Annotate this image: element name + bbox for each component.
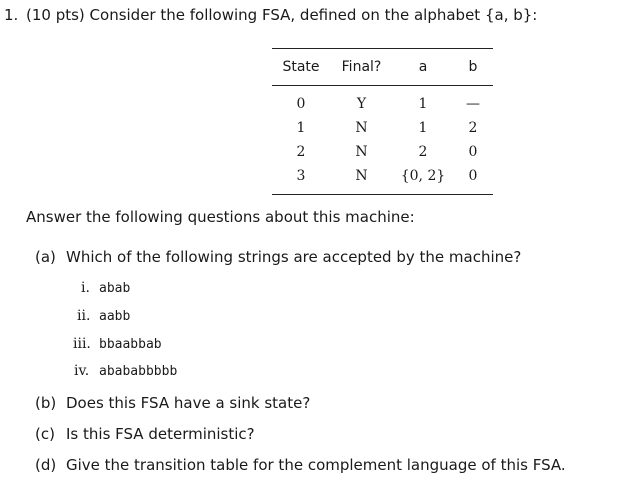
item-number: iv. <box>74 363 90 379</box>
cell-final: N <box>330 164 393 195</box>
cell-final: Y <box>356 96 367 112</box>
item-string: bbaabbab <box>99 337 162 352</box>
cell-b: — <box>466 96 480 112</box>
part-b-text: Does this FSA have a sink state? <box>66 394 311 412</box>
item-number: iii. <box>73 336 91 352</box>
question-intro: (10 pts) Consider the following FSA, defined on the alphabet {a, b}: <box>26 6 538 24</box>
table-row <box>272 116 493 140</box>
cell-final: N <box>355 120 368 136</box>
part-c-label: (c) <box>35 425 55 443</box>
table-row <box>272 86 493 117</box>
answer-prompt: Answer the following questions about this machine: <box>26 208 415 226</box>
header-state: State <box>272 49 330 86</box>
cell-final: N <box>355 144 368 160</box>
part-d-label: (d) <box>35 456 57 474</box>
cell-a: 1 <box>418 96 428 112</box>
item-number: ii. <box>77 308 91 324</box>
item-string: abab <box>99 281 131 296</box>
cell-b: 0 <box>453 164 493 195</box>
cell-b: 0 <box>468 144 478 160</box>
header-final: Final? <box>330 49 393 86</box>
table-row <box>272 140 493 164</box>
part-a-text: Which of the following strings are accepted by the machine? <box>66 248 522 266</box>
item-string: abababbbbb <box>99 364 178 379</box>
cell-state: 2 <box>296 144 306 160</box>
cell-a: {0, 2} <box>393 164 453 195</box>
part-a-label: (a) <box>35 248 56 266</box>
cell-b: 2 <box>468 120 478 136</box>
cell-a: 2 <box>418 144 428 160</box>
header-b: b <box>453 49 493 86</box>
question-number: 1. <box>4 6 19 24</box>
header-a: a <box>393 49 453 86</box>
transition-table <box>272 48 493 195</box>
item-number: i. <box>81 280 90 296</box>
cell-state: 0 <box>296 96 306 112</box>
table-row <box>272 164 493 195</box>
item-string: aabb <box>99 309 131 324</box>
part-d-text: Give the transition table for the complement language of this FSA. <box>66 456 566 474</box>
cell-state: 3 <box>272 164 330 195</box>
part-c-text: Is this FSA deterministic? <box>66 425 255 443</box>
cell-a: 1 <box>418 120 428 136</box>
table-header-row <box>272 49 493 86</box>
part-b-label: (b) <box>35 394 57 412</box>
cell-state: 1 <box>296 120 306 136</box>
